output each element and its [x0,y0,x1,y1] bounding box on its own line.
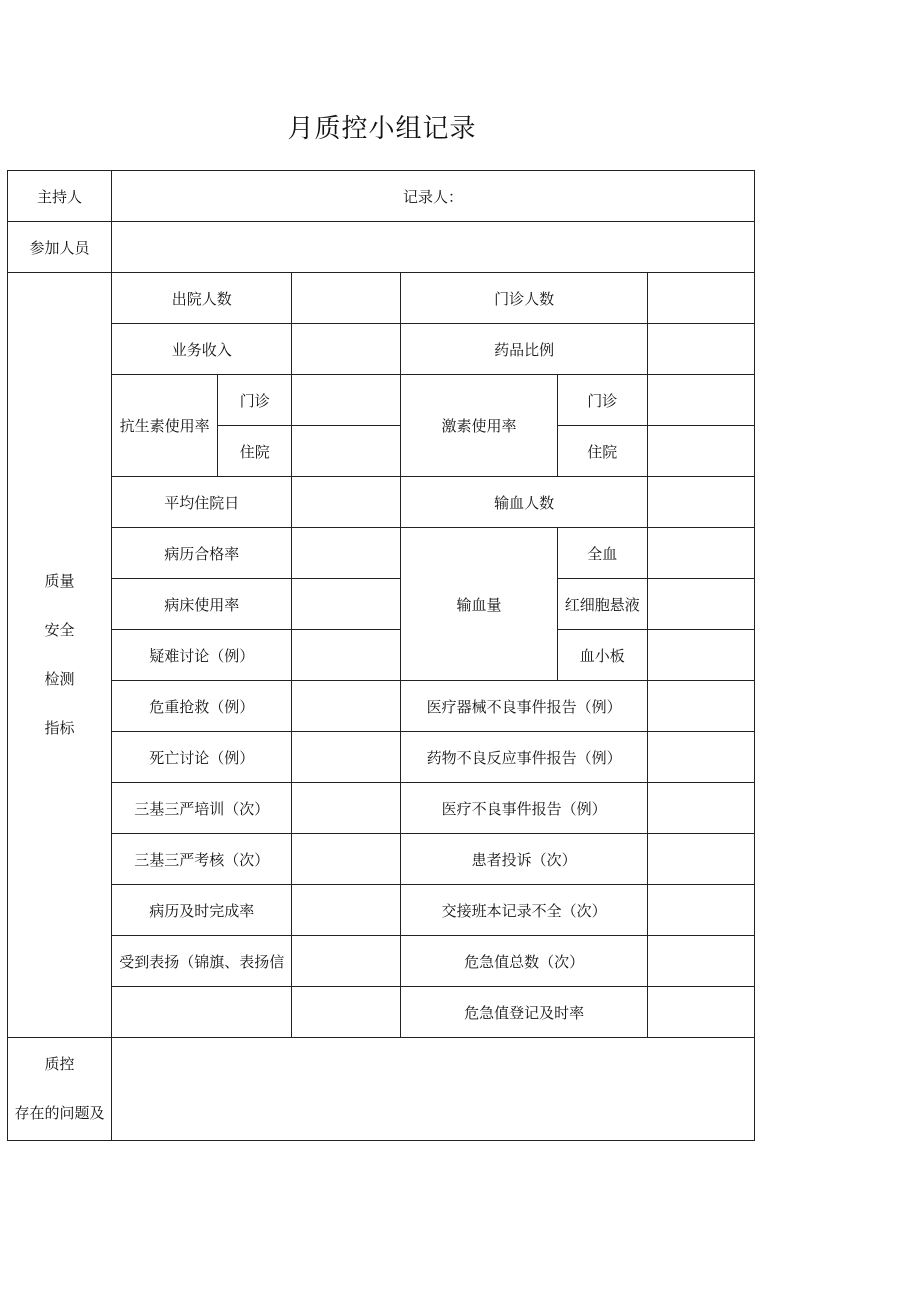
critical-value-timely-rate-label: 危急值登记及时率 [401,987,647,1038]
bed-usage-rate-label: 病床使用率 [112,579,292,630]
platelet-field[interactable] [647,630,754,681]
host-row [8,171,755,222]
drug-adverse-event-label: 药物不良反应事件报告（例） [401,732,647,783]
record-pass-rate-field[interactable] [292,528,401,579]
red-cell-suspension-label: 红细胞悬液 [557,579,647,630]
issues-field[interactable] [112,1038,755,1141]
blank-label-cell[interactable] [112,987,292,1038]
table-row [8,834,755,885]
outpatient-count-field[interactable] [647,273,754,324]
critical-value-timely-rate-field[interactable] [647,987,754,1038]
table-row [8,528,755,579]
difficult-case-discussion-field[interactable] [292,630,401,681]
drug-ratio-field[interactable] [647,324,754,375]
table-row [8,681,755,732]
recorder-label[interactable]: 记录人： [112,171,755,222]
discharge-count-field[interactable] [292,273,401,324]
outpatient-count-label: 门诊人数 [401,273,647,324]
device-adverse-event-label: 医疗器械不良事件报告（例） [401,681,647,732]
red-cell-suspension-field[interactable] [647,579,754,630]
blank-field[interactable] [292,987,401,1038]
hormone-rate-label: 激素使用率 [401,375,557,477]
section-label-line: 指标 [44,719,75,737]
whole-blood-field[interactable] [647,528,754,579]
commendation-label: 受到表扬（锦旗、表扬信 [112,936,292,987]
antibiotic-inpatient-field[interactable] [292,426,401,477]
table-row [8,885,755,936]
table-row [8,324,755,375]
issues-label-line: 存在的问题及 [14,1104,105,1122]
page-title: 月质控小组记录 [287,114,477,144]
difficult-case-discussion-label: 疑难讨论（例） [112,630,292,681]
commendation-field[interactable] [292,936,401,987]
section-label-line: 质量 [44,572,75,590]
section-label-line: 检测 [44,670,75,688]
transfusion-count-field[interactable] [647,477,754,528]
table-row [8,987,755,1038]
drug-adverse-event-field[interactable] [647,732,754,783]
avg-stay-days-field[interactable] [292,477,401,528]
table-row [8,936,755,987]
training-field[interactable] [292,783,401,834]
death-discussion-field[interactable] [292,732,401,783]
table-row [8,630,755,681]
critical-value-total-label: 危急值总数（次） [401,936,647,987]
participants-label: 参加人员 [8,222,112,273]
whole-blood-label: 全血 [557,528,647,579]
transfusion-count-label: 输血人数 [401,477,647,528]
table-row [8,732,755,783]
table-row [8,783,755,834]
business-income-field[interactable] [292,324,401,375]
table-row [8,273,755,324]
table-row [8,375,755,426]
issues-label [8,1038,112,1141]
assessment-label: 三基三严考核（次） [112,834,292,885]
antibiotic-rate-label: 抗生素使用率 [112,375,218,477]
assessment-field[interactable] [292,834,401,885]
hormone-outpatient-field[interactable] [647,375,754,426]
device-adverse-event-field[interactable] [647,681,754,732]
patient-complaints-label: 患者投诉（次） [401,834,647,885]
training-label: 三基三严培训（次） [112,783,292,834]
bed-usage-rate-field[interactable] [292,579,401,630]
table-row [8,477,755,528]
table-row [8,579,755,630]
antibiotic-outpatient-label: 门诊 [218,375,292,426]
issues-row [8,1038,755,1141]
platelet-label: 血小板 [557,630,647,681]
critical-rescue-field[interactable] [292,681,401,732]
hormone-inpatient-label: 住院 [557,426,647,477]
transfusion-volume-label: 输血量 [401,528,557,681]
section-label [8,273,112,1038]
issues-label-line: 质控 [44,1055,75,1073]
participants-row [8,222,755,273]
medical-adverse-event-label: 医疗不良事件报告（例） [401,783,647,834]
antibiotic-inpatient-label: 住院 [218,426,292,477]
drug-ratio-label: 药品比例 [401,324,647,375]
participants-field[interactable] [112,222,755,273]
handover-incomplete-label: 交接班本记录不全（次） [401,885,647,936]
hormone-outpatient-label: 门诊 [557,375,647,426]
timely-record-rate-field[interactable] [292,885,401,936]
avg-stay-days-label: 平均住院日 [112,477,292,528]
critical-value-total-field[interactable] [647,936,754,987]
patient-complaints-field[interactable] [647,834,754,885]
discharge-count-label: 出院人数 [112,273,292,324]
section-label-line: 安全 [44,621,75,639]
record-form [7,170,755,1141]
critical-rescue-label: 危重抢救（例） [112,681,292,732]
antibiotic-outpatient-field[interactable] [292,375,401,426]
death-discussion-label: 死亡讨论（例） [112,732,292,783]
handover-incomplete-field[interactable] [647,885,754,936]
timely-record-rate-label: 病历及时完成率 [112,885,292,936]
record-pass-rate-label: 病历合格率 [112,528,292,579]
medical-adverse-event-field[interactable] [647,783,754,834]
host-label: 主持人 [8,171,112,222]
business-income-label: 业务收入 [112,324,292,375]
hormone-inpatient-field[interactable] [647,426,754,477]
